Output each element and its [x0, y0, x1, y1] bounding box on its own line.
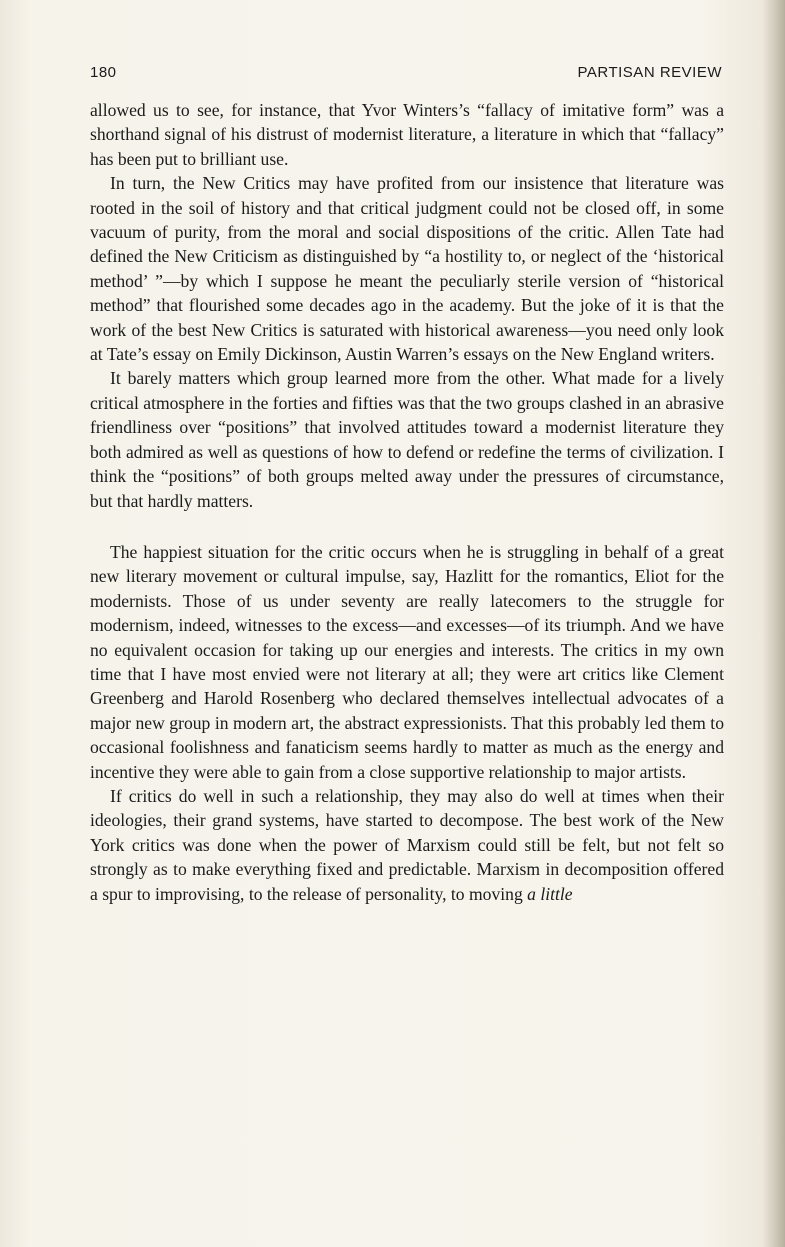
- page-number: 180: [90, 64, 117, 81]
- paragraph: [90, 171, 724, 366]
- spine-shadow: [763, 0, 785, 1247]
- article-body: [90, 98, 724, 906]
- paragraph-continued: [90, 98, 724, 171]
- paragraph-text: The happiest situation for the critic occurs when he is struggling in behalf of a great new literary movement or cultural impulse, say, Hazlitt for the romantics, Eliot for the modernists. Those of us under seventy are really latecomers to the struggle for modernism, indeed, witnesses to the excess—and excesses—of its triumph. And we have no equivalent occasion for taking up our energies and interests. The critics in my own time that I have most envied were not literary at all; they were art critics like Clement Greenberg and Harold Rosenberg who declared themselves intellectual advocates of a major new group in modern art, the abstract expressionists. That this probably led them to occasional foolishness and fanaticism seems hardly to matter as much as the energy and incentive they were able to gain from a close supportive relationship to major artists.: [90, 541, 724, 782]
- paragraph-text: allowed us to see, for instance, that Yvor Winters’s “fallacy of imitative form” was a shorthand signal of his distrust of modernist literature, a literature in which that “fallacy” has been put to brilliant use.: [90, 100, 724, 169]
- journal-title: PARTISAN REVIEW: [577, 64, 722, 81]
- paragraph: [90, 784, 724, 906]
- paragraph-text: In turn, the New Critics may have profited from our insistence that literature was rooted in the soil of history and that critical judgment could not be closed off, in some vacuum of purity, from the moral and social dispositions of the critic. Allen Tate had defined the New Criticism as distinguished by “a hostility to, or neglect of the ‘historical method’ ”—by which I suppose he meant the peculiarly sterile version of “historical method” that flourished some decades ago in the academy. But the joke of it is that the work of the best New Critics is saturated with historical awareness—you need only look at Tate’s essay on Emily Dickinson, Austin Warren’s essays on the New England writers.: [90, 173, 724, 365]
- paragraph-text: If critics do well in such a relationship, they may also do well at times when their ideologies, their grand systems, have started to decompose. The best work of the New York critics was done when the power of Marxism could still be felt, but not felt so strongly as to make everything fixed and predictable. Marxism in decomposition offered a spur to improvising, to the release of personality, to moving: [90, 785, 724, 904]
- paragraph: [90, 366, 724, 512]
- paragraph-text: It barely matters which group learned more from the other. What made for a lively critical atmosphere in the forties and fifties was that the two groups clashed in an abrasive friendliness over “positions” that involved attitudes toward a modernist literature they both admired as well as questions of how to defend or redefine the terms of civilization. I think the “positions” of both groups melted away under the pressures of circumstance, but that hardly matters.: [90, 368, 724, 511]
- italic-phrase: a little: [527, 883, 573, 904]
- running-head: [90, 64, 722, 86]
- section-paragraph: [90, 540, 724, 784]
